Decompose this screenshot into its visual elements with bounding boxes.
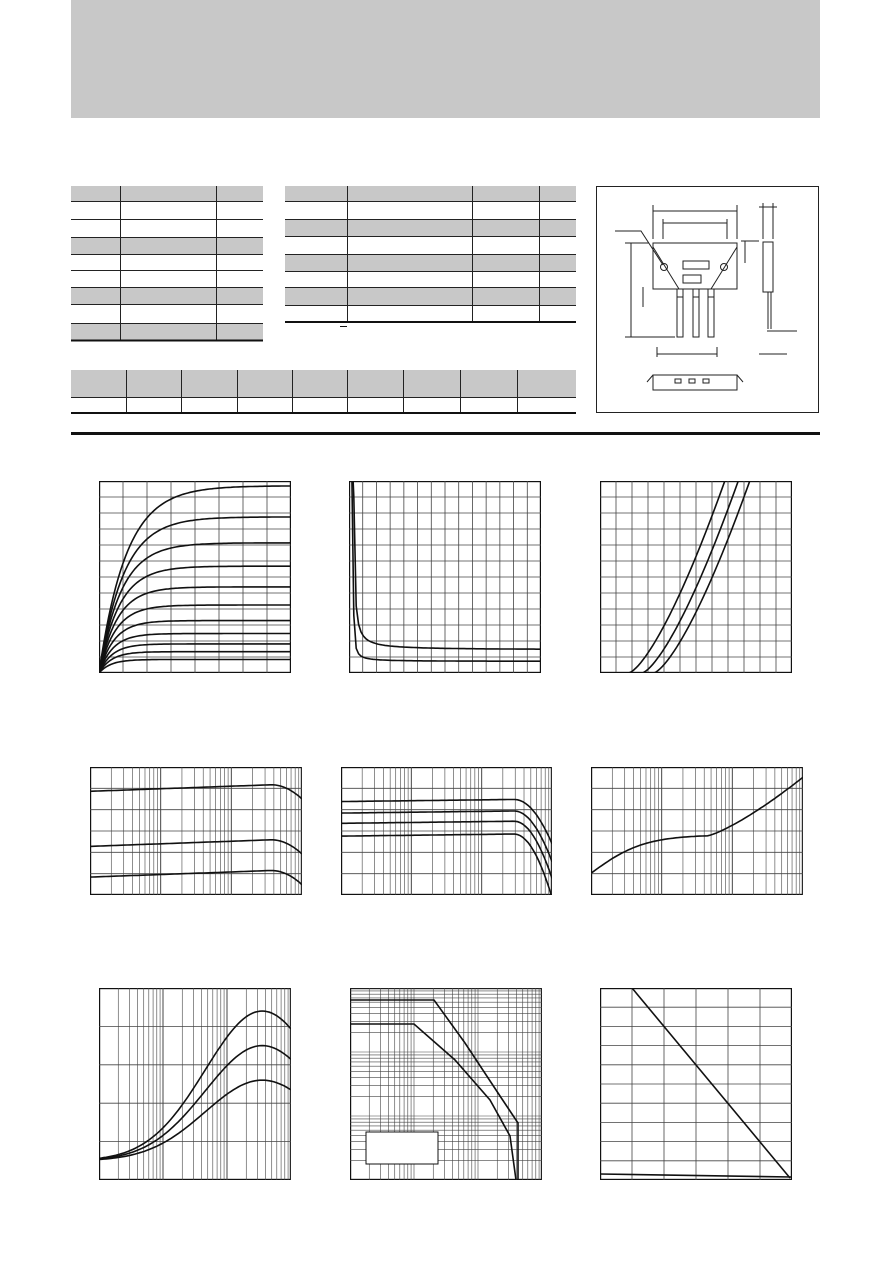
chart-1 bbox=[99, 481, 291, 673]
section-divider bbox=[71, 432, 820, 435]
chart-4 bbox=[90, 767, 302, 895]
series-line-3 bbox=[341, 821, 552, 878]
chart-9 bbox=[600, 988, 792, 1180]
table-left bbox=[71, 186, 263, 342]
package-body bbox=[653, 243, 737, 289]
series-line-1 bbox=[90, 785, 302, 799]
series-line-2 bbox=[90, 840, 302, 854]
header-banner bbox=[71, 0, 820, 118]
chart-3 bbox=[600, 481, 792, 673]
package-drawing bbox=[597, 187, 818, 412]
series-line-3 bbox=[99, 1080, 291, 1159]
series-line-1 bbox=[591, 777, 803, 873]
series-line-3 bbox=[90, 871, 302, 885]
table-bottom bbox=[71, 370, 576, 416]
chart-6 bbox=[591, 767, 803, 895]
legend-box bbox=[366, 1132, 438, 1164]
table-middle bbox=[285, 186, 576, 328]
table-left-header bbox=[71, 186, 263, 201]
chart-5 bbox=[341, 767, 552, 895]
series-line-1 bbox=[99, 1011, 291, 1158]
chart-8 bbox=[350, 988, 542, 1180]
chart-7 bbox=[99, 988, 291, 1180]
series-line-4 bbox=[341, 834, 552, 895]
series-line-1 bbox=[632, 988, 790, 1178]
chart-2 bbox=[349, 481, 541, 673]
package-outline-box bbox=[596, 186, 819, 413]
